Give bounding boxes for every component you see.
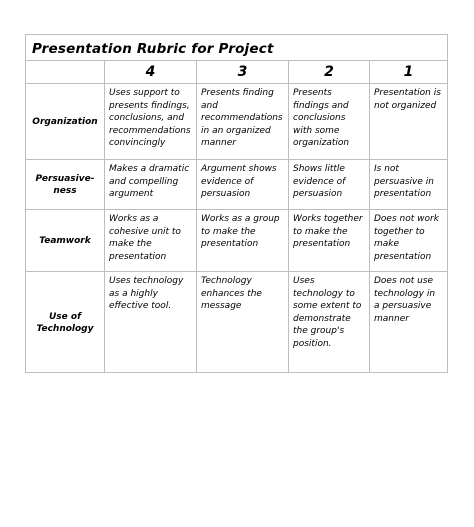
cell-technology-1: Does not use technology in a persuasive manner [370, 272, 448, 373]
score-header-4: 4 [105, 61, 197, 84]
cell-persuasiveness-4: Makes a dramatic and compelling argument [105, 160, 197, 210]
cell-teamwork-1: Does not work together to make presentation [370, 210, 448, 272]
rubric-title: Presentation Rubric for Project [26, 35, 448, 61]
criterion-teamwork: Teamwork [26, 210, 105, 272]
cell-teamwork-4: Works as a cohesive unit to make the presentation [105, 210, 197, 272]
cell-teamwork-2: Works together to make the presentation [289, 210, 370, 272]
cell-organization-3: Presents finding and recommendations in an organized manner [197, 84, 289, 160]
criterion-use-of-technology: Use of Technology [26, 272, 105, 373]
score-header-row [26, 61, 448, 84]
cell-organization-1: Presentation is not organized [370, 84, 448, 160]
cell-technology-2: Uses technology to some extent to demonstrate the group's position. [289, 272, 370, 373]
cell-technology-4: Uses technology as a highly effective tool. [105, 272, 197, 373]
score-header-1: 1 [370, 61, 448, 84]
cell-persuasiveness-2: Shows little evidence of persuasion [289, 160, 370, 210]
row-organization [26, 84, 448, 160]
row-use-of-technology [26, 272, 448, 373]
cell-persuasiveness-1: Is not persuasive in presentation [370, 160, 448, 210]
cell-persuasiveness-3: Argument shows evidence of persuasion [197, 160, 289, 210]
score-header-3: 3 [197, 61, 289, 84]
cell-technology-3: Technology enhances the message [197, 272, 289, 373]
row-teamwork [26, 210, 448, 272]
score-header-2: 2 [289, 61, 370, 84]
criterion-persuasiveness: Persuasive- ness [26, 160, 105, 210]
cell-organization-2: Presents findings and conclusions with some organization [289, 84, 370, 160]
row-persuasiveness [26, 160, 448, 210]
criterion-organization: Organization [26, 84, 105, 160]
rubric-table [25, 34, 448, 373]
cell-teamwork-3: Works as a group to make the presentation [197, 210, 289, 272]
title-row [26, 35, 448, 61]
criterion-header-blank [26, 61, 105, 84]
cell-organization-4: Uses support to presents findings, conclusions, and recommendations convincingly [105, 84, 197, 160]
